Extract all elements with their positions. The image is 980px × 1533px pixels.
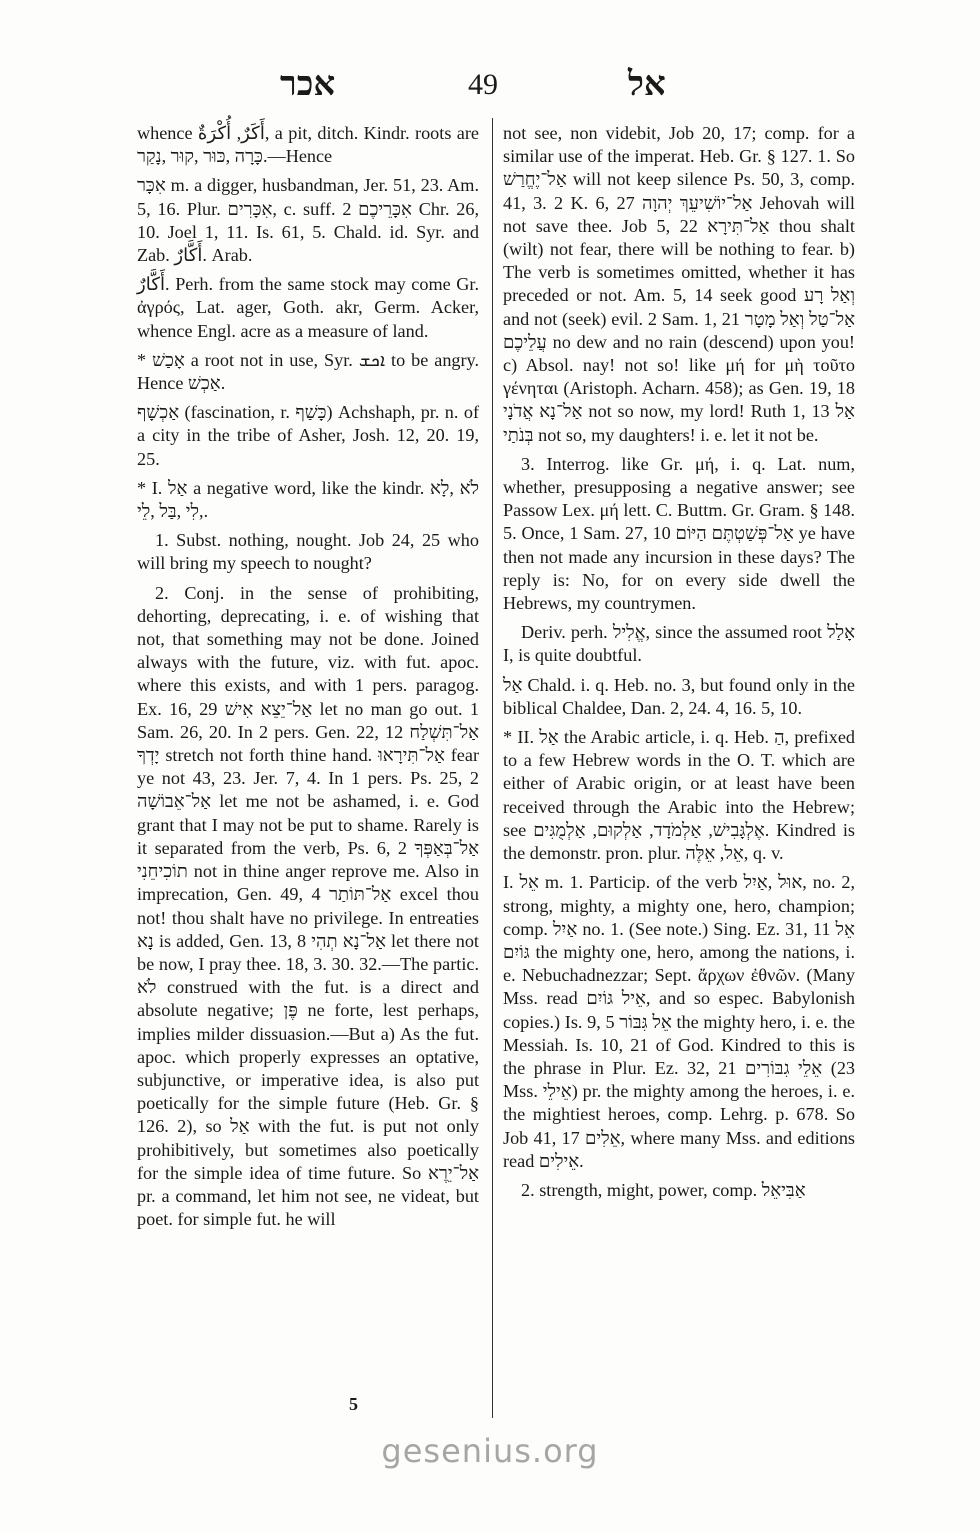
sense-conj: 2. Conj. in the sense of prohibiting, dehorting, deprecating, i. e. of wishing that not, that something may not be done. Joined always with the future, viz. with fut. apoc. where this exists, and with 1 pers. paragog. Ex. 16, 29 אַל־יֵצֵא אִישׁ let no man go out. 1 Sam. 26, 20. In 2 pers. Gen. 22, 12 אַל־תִּשְׁלַח יָדְךָ stretch not forth thine hand. אַל־תִּירָאוּ fear ye not 43, 23. Jer. 7, 4. In 1 pers. Ps. 25, 2 אַל־אֵבוֹשָׁה let me not be ashamed, i. e. God grant that I may not be put to shame. Rarely is it separated from the verb, Ps. 6, 2 אַל־בְּאַפְּךָ תוֹכִיחֵנִי not in thine anger reprove me. Also in imprecation, Gen. 49, 4 אַל־תּוֹתַר excel thou not! thou shalt have no privilege. In entreaties נָא is added, Gen. 13, 8 אַל־נָא תְהִי let there not be now, I pray thee. 18, 3. 30. 32.—The partic. לֹא construed with the fut. is a direct and absolute negative; פֶּן ne forte, lest perhaps, implies milder dissuasion.—But a) As the fut. apoc. which properly expresses an optative, subjunctive, or imperative idea, is also put poetically for the simple future (Heb. Gr. § 126. 2), so אַל with the fut. is put not only prohibitively, but sometimes also poetically for the simple idea of time future. So אַל־יֵרֶא pr. a command, let him not see, ne videat, but poet. for simple fut. he will (137, 582, 480, 1230)
derivatives-note: Deriv. perh. אֱלִיל, since the assumed root אָלַל I, is quite doubtful. (503, 622, 855, 666)
sense-interrog: 3. Interrog. like Gr. μή, i. q. Lat. num, whether, presupposing a negative answer; see Passow Lex. μή lett. C. Buttm. Gr. Gram. § 148. 5. Once, 1 Sam. 27, 10 אַל־פְּשַׁטְתֶּם הַיּוֹם ye have then not made any incursion in these days? The reply is: No, for on every side dwell the Hebrews, my countrymen. (503, 453, 855, 614)
entry-root-akash: * אָכַשׁ a root not in use, Syr. ܐܟܫ to be angry. Hence אַכְשׁ. (137, 349, 480, 394)
right-column (503, 122, 855, 1208)
running-head (0, 62, 980, 112)
page-number: 49 (468, 68, 498, 101)
entry-el-mighty: I. אֵל m. 1. Particip. of the verb אוּל ,אַיִל, no. 2, strong, mighty, a mighty one, hero, champion; comp. אַיִל no. 1. (See note.) Sing. Ez. 31, 11 אֵל גּוֹיִם the mighty one, hero, among the nations, i. e. Nebuchadnezzar; Sept. ἄρχων ἐθνῶν. (Many Mss. read אֵיל גּוֹיִם, and so espec. Babylonish copies.) Is. 9, 5 אֵל גִּבּוֹר the mighty hero, i. e. the Messiah. Is. 10, 21 of God. Kindred to this is the phrase in Plur. Ez. 32, 21 אֵלֵי גִבּוֹרִים (23 Mss. אֵילֵי) pr. the mighty among the heroes, i. e. the mightiest heroes, comp. Lehrg. p. 678. So Job 41, 17 אֵלִים, where many Mss. and editions read אֵילִים. (503, 872, 856, 1171)
entry-continuation: whence أَكَرٌ, أُكْرَةٌ, a pit, ditch. Kindr. roots are כָּרָה ,כּוּר ,קוּר ,נָקַר.—Hence (137, 123, 479, 167)
signature-mark: 5 (349, 1394, 358, 1414)
watermark: gesenius.org (381, 1432, 599, 1470)
entry-al-chaldee: אַל Chald. i. q. Heb. no. 3, but found only in the biblical Chaldee, Dan. 2, 24. 4, 16. 5, 10. (503, 674, 855, 718)
sense-subst: 1. Subst. nothing, nought. Job 24, 25 who will bring my speech to nought? (137, 530, 479, 574)
left-column (137, 122, 479, 1237)
entry-al-negative: * I. אַל a negative word, like the kindr. לֹא ,לָא ,לִי ,בַּל ,לֵי. (137, 477, 479, 522)
column-divider (492, 118, 493, 1418)
entry-akkar: أَكَّارٌ. Perh. from the same stock may come Gr. ἀγρός, Lat. ager, Goth. akr, Germ. Acker, whence Engl. acre as a measure of land. (137, 274, 479, 341)
entry-achshaph: אַכְשָׁף (fascination, r. כָּשַׁף) Achshaph, pr. n. of a city in the tribe of Asher, Josh. 12, 20. 19, 25. (137, 402, 480, 469)
sense-conj-continued: not see, non videbit, Job 20, 17; comp. for a similar use of the imperat. Heb. Gr. § 127. 1. So אַל־יֶחֱרַשׁ will not keep silence Ps. 50, 3, comp. 41, 3. 2 K. 6, 27 אַל־יוֹשִׁיעֵךְ יְהוָה Jehovah will not save thee. Job 5, 22 אַל־תִּירָא thou shalt (wilt) not fear, there will be nothing to fear. b) The verb is sometimes omitted, whether it has preceded or not. Am. 5, 14 seek good וְאַל רָע and not (seek) evil. 2 Sam. 1, 21 אַל־טַל וְאַל מָטָר עֲלֵיכֶם no dew and no rain (descend) upon you! c) Absol. nay! not so! like μή for μὴ τοῦτο γένηται (Aristoph. Acharn. 458); as Gen. 19, 18 אַל־נָא אֲדֹנָי not so now, my lord! Ruth 1, 13 אַל בְּנֹתַי not so, my daughters! i. e. let it not be. (503, 123, 855, 445)
sense-strength: 2. strength, might, power, comp. אַבִּיאֵל (521, 1179, 806, 1200)
running-head-right-word: אל (628, 66, 666, 103)
entry-al-arabic-article: * II. אַל the Arabic article, i. q. Heb. הַ, prefixed to a few Hebrew words in the O. T. which are either of Arabic origin, or at least have been received through the Arabic into the Hebrew; see אֶלְגָּבִישׁ, אַלְמֹדָד, אַלְקוּם, אַלְמֻגִּים. Kindred is the demonstr. pron. plur. אֵל, אֵלֶּה, q. v. (503, 727, 855, 864)
entry-ikkar: אִכָּר m. a digger, husbandman, Jer. 51, 23. Am. 5, 16. Plur. אִכָּרִים, c. suff. אִכָּרֵיכֶם 2 Chr. 26, 10. Joel 1, 11. Is. 61, 5. Chald. id. Syr. and Zab. أَكَّارٌ. Arab. (137, 175, 480, 266)
running-head-left-word: אכר (280, 66, 336, 103)
